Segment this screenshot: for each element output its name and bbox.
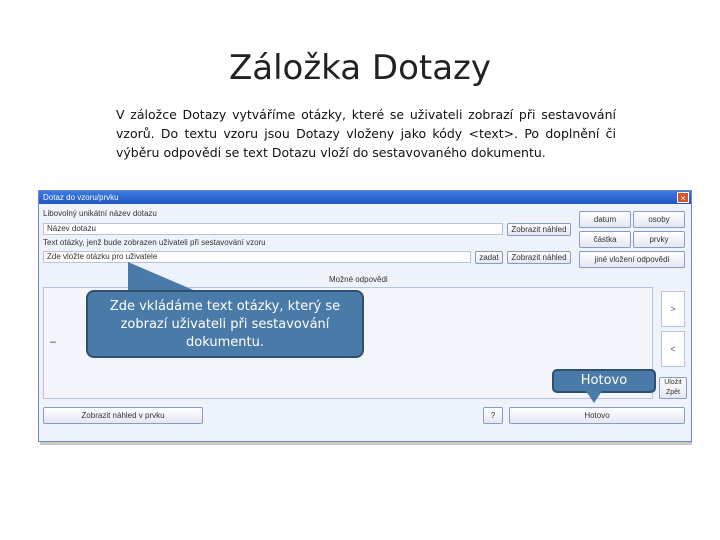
preview-button-2[interactable]: Zobrazit náhled bbox=[507, 251, 571, 264]
question-input[interactable]: Zde vložte otázku pro uživatele bbox=[43, 251, 471, 263]
dialog-title: Dotaz do vzoru/prvku bbox=[43, 193, 119, 202]
name-input[interactable]: Název dotazu bbox=[43, 223, 503, 235]
name-label: Libovolný unikátní název dotazu bbox=[43, 209, 157, 218]
question-label: Text otázky, jenž bude zobrazen uživateli při sestavování vzoru bbox=[43, 238, 266, 247]
slide-description: V záložce Dotazy vytváříme otázky, které se uživateli zobrazí při sestavování vzorů. Do textu vzoru jsou Dotazy vloženy jako kódy <text>. Po doplnění či výběru odpovědi se text Dotazu vloží do sestavovaného dokumentu. bbox=[116, 107, 616, 160]
preview-in-item-button[interactable]: Zobrazit náhled v prvku bbox=[43, 407, 203, 424]
dialog-shadow bbox=[40, 442, 692, 445]
persons-button[interactable]: osoby bbox=[633, 211, 685, 228]
preview-button-1[interactable]: Zobrazit náhled bbox=[507, 223, 571, 236]
date-button[interactable]: datum bbox=[579, 211, 631, 228]
done-button[interactable]: Hotovo bbox=[509, 407, 685, 424]
question-callout-tail bbox=[128, 262, 198, 292]
question-callout: Zde vkládáme text otázky, který se zobrazí uživateli při sestavování dokumentu. bbox=[86, 290, 364, 358]
save-label: Uložit bbox=[664, 379, 682, 386]
dialog-titlebar bbox=[39, 191, 691, 204]
save-back-button[interactable] bbox=[659, 377, 687, 399]
back-label: Zpět bbox=[665, 389, 680, 396]
collapse-marker[interactable]: – bbox=[50, 336, 57, 348]
help-button[interactable]: ? bbox=[483, 407, 503, 424]
scroll-up-button[interactable]: > bbox=[661, 291, 685, 327]
done-callout: Hotovo bbox=[552, 369, 656, 393]
amount-button[interactable]: částka bbox=[579, 231, 631, 248]
close-button[interactable]: × bbox=[677, 192, 689, 203]
other-answer-button[interactable]: jiné vložení odpovědi bbox=[579, 251, 685, 268]
done-callout-tail bbox=[586, 391, 602, 403]
items-button[interactable]: prvky bbox=[633, 231, 685, 248]
scroll-down-button[interactable]: < bbox=[661, 331, 685, 367]
slide-title: Záložka Dotazy bbox=[228, 48, 492, 88]
enter-button[interactable]: zadat bbox=[475, 251, 503, 264]
answers-header: Možné odpovědi bbox=[329, 275, 388, 284]
